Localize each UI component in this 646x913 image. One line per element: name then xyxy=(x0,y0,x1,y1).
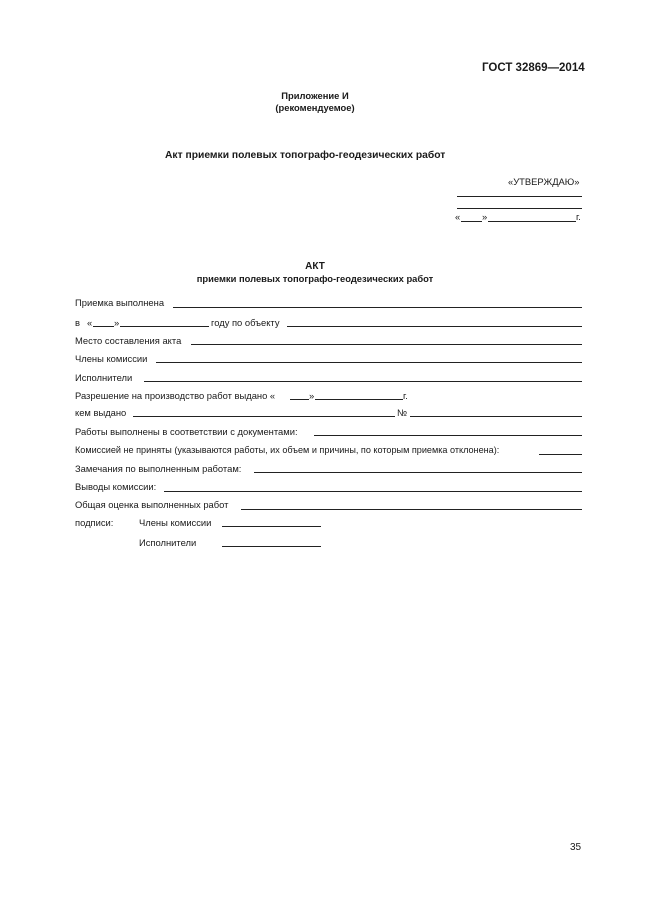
label-overall: Общая оценка выполненных работ xyxy=(75,499,229,510)
label-performers: Исполнители xyxy=(75,372,133,383)
approval-label: «УТВЕРЖДАЮ» xyxy=(508,176,580,187)
appendix-subtitle: (рекомендуемое) xyxy=(275,102,355,113)
field-permit-month[interactable] xyxy=(315,399,403,400)
field-not-accepted[interactable] xyxy=(539,454,582,455)
label-sig-members: Члены комиссии xyxy=(139,517,212,528)
label-number-sign: № xyxy=(397,407,408,418)
field-conclusions[interactable] xyxy=(164,491,582,492)
label-conclusions: Выводы комиссии: xyxy=(75,481,157,492)
label-year-object: году по объекту xyxy=(211,317,280,328)
field-sig-members[interactable] xyxy=(222,526,321,527)
label-accepted: Приемка выполнена xyxy=(75,297,165,308)
approval-month-line xyxy=(488,221,576,222)
page-number: 35 xyxy=(570,842,582,853)
approval-date-open: « xyxy=(455,211,461,222)
act-title: АКТ xyxy=(305,261,325,272)
approval-year-suffix: г. xyxy=(576,211,581,222)
field-place[interactable] xyxy=(191,344,582,345)
field-per-documents[interactable] xyxy=(314,435,582,436)
field-accepted[interactable] xyxy=(173,307,582,308)
field-permit-number[interactable] xyxy=(410,416,582,417)
label-place: Место составления акта xyxy=(75,335,182,346)
approval-line-signature xyxy=(457,208,582,209)
field-month[interactable] xyxy=(120,326,209,327)
label-remarks: Замечания по выполненным работам: xyxy=(75,463,242,474)
label-permit: Разрешение на производство работ выдано « xyxy=(75,390,276,401)
appendix-title: Приложение И xyxy=(281,90,349,101)
approval-date-close: » xyxy=(482,211,488,222)
label-per-documents: Работы выполнены в соответствии с документами: xyxy=(75,426,298,437)
permit-year-suffix: г. xyxy=(403,390,408,401)
act-subtitle: приемки полевых топографо-геодезических работ xyxy=(196,273,434,284)
field-object[interactable] xyxy=(287,326,582,327)
label-in: в xyxy=(75,317,80,328)
field-members[interactable] xyxy=(156,362,582,363)
approval-line-position xyxy=(457,196,582,197)
field-overall[interactable] xyxy=(241,509,582,510)
label-sig-performers: Исполнители xyxy=(139,537,197,548)
quote-close: » xyxy=(114,317,120,328)
field-remarks[interactable] xyxy=(254,472,582,473)
standard-number: ГОСТ 32869—2014 xyxy=(482,62,585,74)
label-not-accepted: Комиссией не приняты (указываются работы, их объем и причины, по которым приемка отклонена): xyxy=(75,445,500,455)
field-permit-day[interactable] xyxy=(290,399,309,400)
permit-quote-close: » xyxy=(309,390,315,401)
label-issued-by: кем выдано xyxy=(75,407,127,418)
field-sig-performers[interactable] xyxy=(222,546,321,547)
field-day[interactable] xyxy=(93,326,114,327)
label-signatures: подписи: xyxy=(75,517,114,528)
field-issued-by[interactable] xyxy=(133,416,395,417)
approval-day-line xyxy=(461,221,482,222)
label-members: Члены комиссии xyxy=(75,353,148,364)
field-performers[interactable] xyxy=(144,381,582,382)
document-title: Акт приемки полевых топографо-геодезических работ xyxy=(165,150,446,161)
quote-open: « xyxy=(87,317,93,328)
